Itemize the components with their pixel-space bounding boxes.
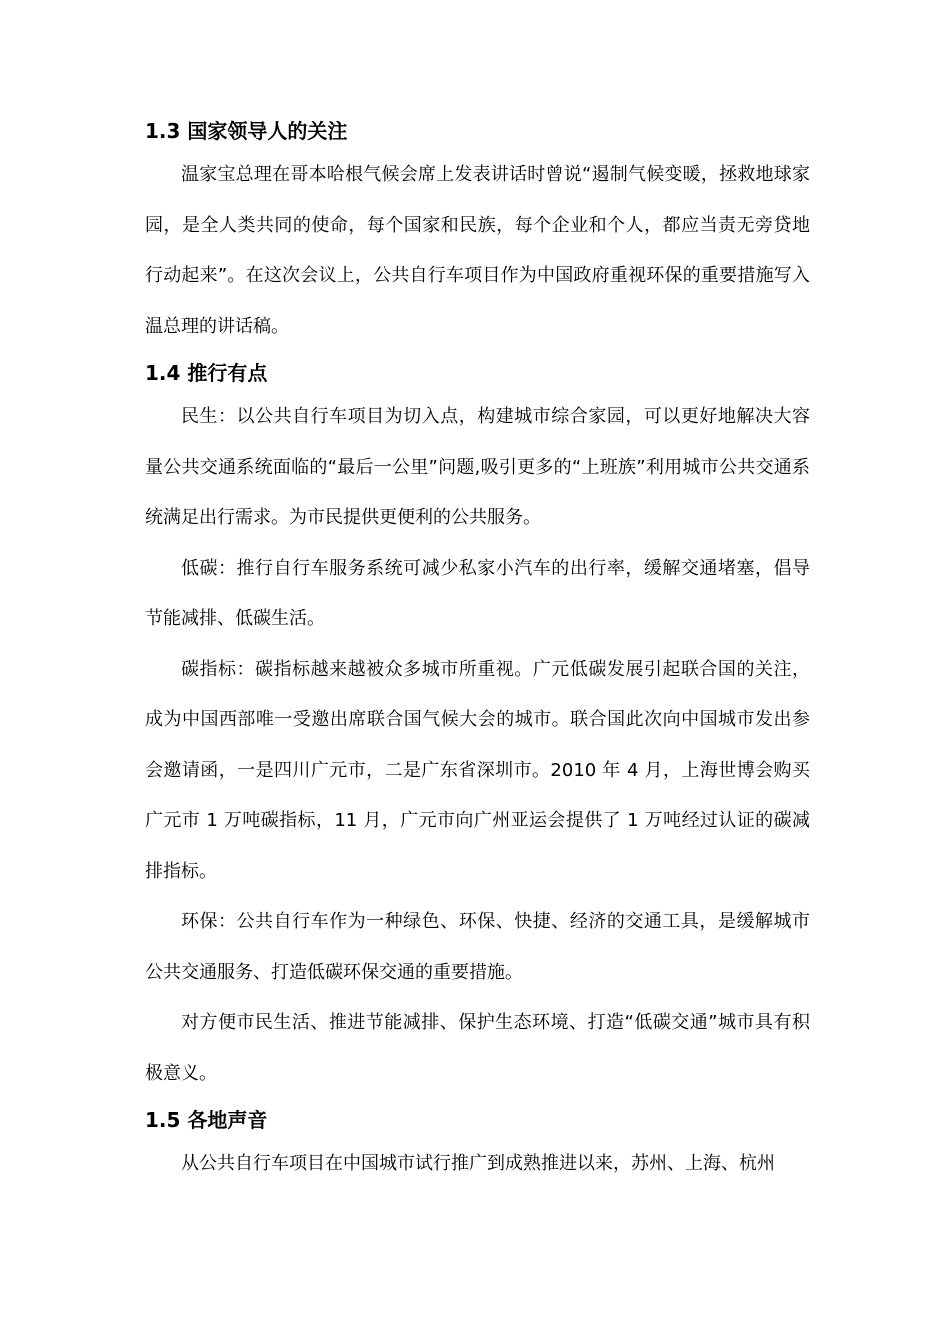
section-heading-1-5: 1.5 各地声音 xyxy=(145,1108,268,1132)
paragraph-livelihood: 民生：以公共自行车项目为切入点，构建城市综合家园，可以更好地解决大容量公共交通系统面临的“最后一公里”问题,吸引更多的“上班族”利用城市公共交通系统满足出行需求。为市民提供更便利的公共服务。 xyxy=(145,406,810,528)
paragraph-carbon-quota: 碳指标：碳指标越来越被众多城市所重视。广元低碳发展引起联合国的关注，成为中国西部唯一受邀出席联合国气候大会的城市。联合国此次向中国城市发出参会邀请函，一是四川广元市，二是广东省深圳市。2010 年 4 月，上海世博会购买广元市 1 万吨碳指标，11 月，广元市向广州亚运会提供了 1 万吨经过认证的碳减排指标。 xyxy=(145,658,810,882)
paragraph-low-carbon: 低碳：推行自行车服务系统可减少私家小汽车的出行率，缓解交通堵塞，倡导节能减排、低碳生活。 xyxy=(145,557,810,629)
paragraph-leader-attention: 温家宝总理在哥本哈根气候会席上发表讲话时曾说“遏制气候变暖，拯救地球家园，是全人类共同的使命，每个国家和民族，每个企业和个人，都应当责无旁贷地行动起来”。在这次会议上，公共自行车项目作为中国政府重视环保的重要措施写入温总理的讲话稿。 xyxy=(145,164,810,337)
section-heading-1-3: 1.3 国家领导人的关注 xyxy=(145,119,348,143)
paragraph-environmental: 环保：公共自行车作为一种绿色、环保、快捷、经济的交通工具，是缓解城市公共交通服务、打造低碳环保交通的重要措施。 xyxy=(145,911,810,983)
document-body xyxy=(145,112,810,1190)
paragraph-significance: 对方便市民生活、推进节能减排、保护生态环境、打造“低碳交通”城市具有积极意义。 xyxy=(145,1012,810,1084)
section-heading-1-4: 1.4 推行有点 xyxy=(145,361,268,385)
paragraph-voices: 从公共自行车项目在中国城市试行推广到成熟推进以来，苏州、上海、杭州 xyxy=(181,1153,775,1174)
